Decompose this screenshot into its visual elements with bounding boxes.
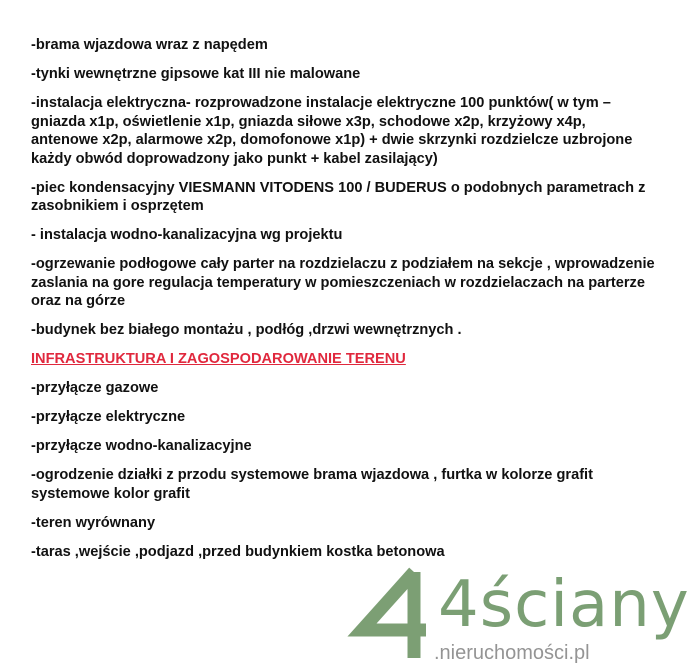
paragraph-piec: -piec kondensacyjny VIESMANN VITODENS 100 / BUDERUS o podobnych parametrach z zasobnikiem i osprzętem [31, 179, 646, 214]
section-item: -przyłącze gazowe [31, 380, 159, 396]
watermark-brand: 4ściany [438, 568, 690, 642]
paragraph-instalacja-elektryczna: -instalacja elektryczna- rozprowadzone instalacje elektryczne 100 punktów( w tym – gniazda x1p, oświetlenie x1p, gniazda siłowe x3p, schodowe x2p, krzyżowy x4p, antenowe x2p, alarmowe x2p, domofonowe x1p) + dwie skrzynki rozdzielcze uzbrojone każdy obwód doprowadzony jako punkt + kabel zasilający) [31, 95, 633, 167]
paragraph-tynki: -tynki wewnętrzne gipsowe kat III nie malowane [31, 66, 361, 82]
section-item: -przyłącze elektryczne [31, 409, 186, 425]
watermark-logo [330, 568, 690, 670]
paragraph-brama: -brama wjazdowa wraz z napędem [31, 37, 268, 53]
four-logo-icon [352, 568, 444, 660]
section-item: -przyłącze wodno-kanalizacyjne [31, 438, 252, 454]
paragraph-ogrzewanie: -ogrzewanie podłogowe cały parter na rozdzielaczu z podziałem na sekcje , wprowadzenie zaslania na gore regulacja temperatury w pomieszczeniach w rozdzielaczach na parterze oraz na górze [31, 256, 655, 309]
paragraph-budynek: -budynek bez białego montażu , podłóg ,drzwi wewnętrznych . [31, 322, 462, 338]
section-item: -taras ,wejście ,podjazd ,przed budynkiem kostka betonowa [31, 543, 445, 560]
watermark-url: .nieruchomości.pl [434, 642, 590, 664]
paragraph-instalacja-wodna: - instalacja wodno-kanalizacyjna wg projektu [31, 227, 343, 243]
section-item: -ogrodzenie działki z przodu systemowe brama wjazdowa , furtka w kolorze grafit systemowe kolor grafit [31, 467, 593, 502]
section-heading: INFRASTRUKTURA I ZAGOSPODAROWANIE TERENU [31, 351, 406, 367]
document-body [31, 36, 656, 572]
section-item: -teren wyrównany [31, 514, 156, 531]
